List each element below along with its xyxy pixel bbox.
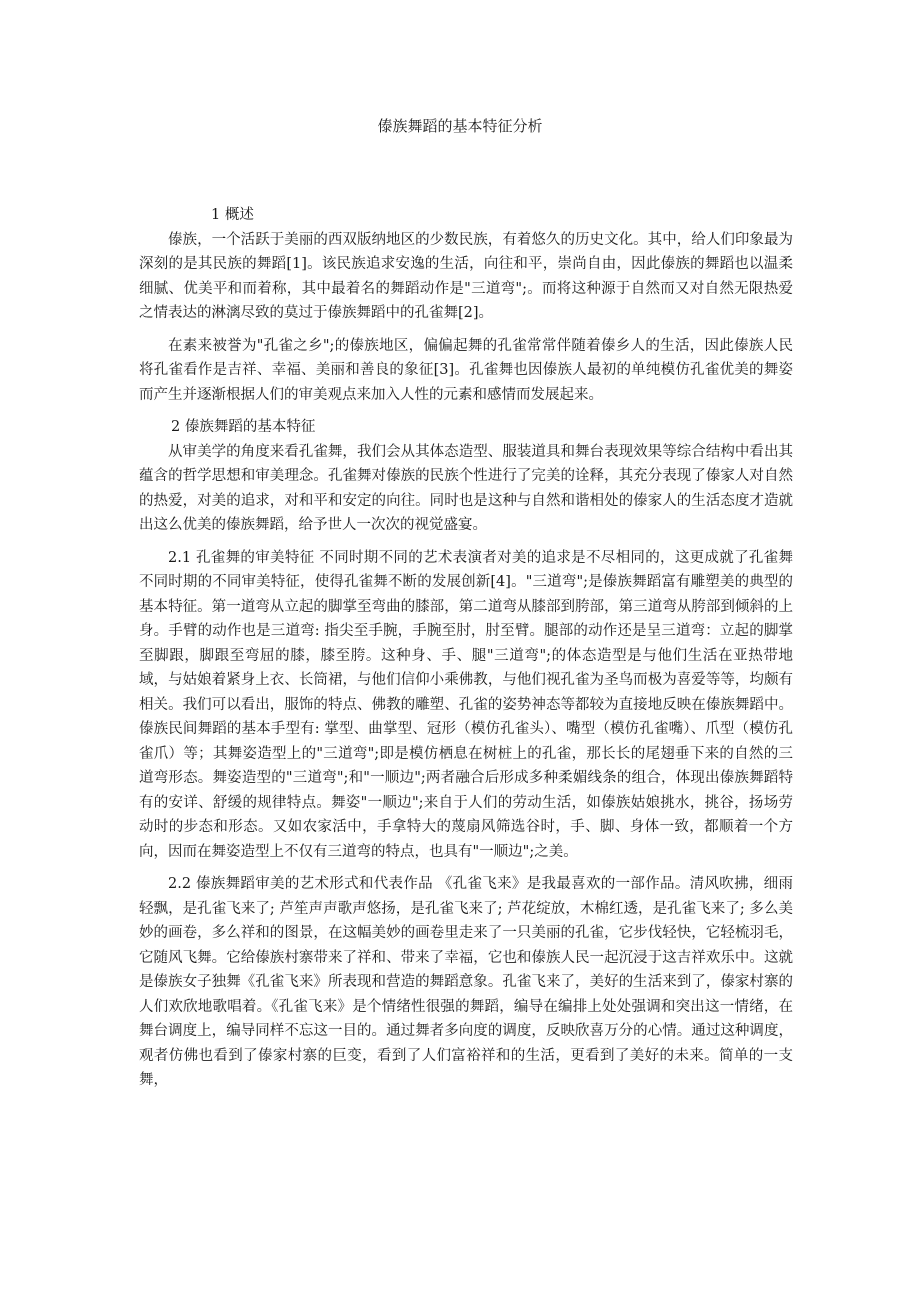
paragraph: 傣族，一个活跃于美丽的西双版纳地区的少数民族，有着悠久的历史文化。其中，给人们印象最为深刻的是其民族的舞蹈[1]。该民族追求安逸的生活，向往和平，崇尚自由，因此傣族的舞蹈也以温柔细腻、优美平和而着称，其中最着名的舞蹈动作是"三道弯";。而将这种源于自然而又对自然无限热爱之情表达的淋漓尽致的莫过于傣族舞蹈中的孔雀舞[2]。 (139, 231, 793, 321)
subsection-paragraph: 2.1 孔雀舞的审美特征 不同时期不同的艺术表演者对美的追求是不尽相同的，这更成就了孔雀舞不同时期的不同审美特征，使得孔雀舞不断的发展创新[4]。"三道弯";是傣族舞蹈富有雕塑美的典型的基本特征。第一道弯从立起的脚掌至弯曲的膝部，第二道弯从膝部到胯部，第三道弯从胯部到倾斜的上身。手臂的动作也是三道弯: 指尖至手腕，手腕至肘，肘至臂。腿部的动作还是呈三道弯：立起的脚掌至脚跟，脚跟至弯屈的膝，膝至胯。这种身、手、腿"三道弯";的体态造型是与他们生活在亚热带地域，与姑娘着紧身上衣、长筒裙，与他们信仰小乘佛教，与他们视孔雀为圣鸟而极为喜爱等等，均颇有相关。我们可以看出，服饰的特点、佛教的雕塑、孔雀的姿势神态等都较为直接地反映在傣族舞蹈中。傣族民间舞蹈的基本手型有: 掌型、曲掌型、冠形（模仿孔雀头）、嘴型（模仿孔雀嘴）、爪型（模仿孔雀爪）等；其舞姿造型上的"三道弯";即是模仿栖息在树桩上的孔雀，那长长的尾翅垂下来的自然的三道弯形态。舞姿造型的"三道弯";和"一顺边";两者融合后形成多种柔媚线条的组合，体现出傣族舞蹈特有的安详、舒缓的规律特点。舞姿"一顺边";来自于人们的劳动生活，如傣族姑娘挑水，挑谷，扬场劳动时的步态和形态。又如农家活中，手拿特大的蔑扇风筛选谷时，手、脚、身体一致，都顺着一个方向，因而在舞姿造型上不仅有三道弯的特点，也具有"一顺边";之美。 (139, 549, 793, 860)
document-body (139, 203, 793, 1101)
document-title: 傣族舞蹈的基本特征分析 (377, 117, 543, 135)
paragraph: 在素来被誉为"孔雀之乡";的傣族地区，偏偏起舞的孔雀常常伴随着傣乡人的生活，因此傣族人民将孔雀看作是吉祥、幸福、美丽和善良的象征[3]。孔雀舞也因傣族人最初的单纯模仿孔雀优美的舞姿而产生并逐渐根据人们的审美观点来加入人性的元素和感情而发展起来。 (139, 337, 793, 403)
section-heading: 1 概述 (211, 207, 254, 223)
paragraph: 从审美学的角度来看孔雀舞，我们会从其体态造型、服装道具和舞台表现效果等综合结构中看出其蕴含的哲学思想和审美理念。孔雀舞对傣族的民族个性进行了完美的诠释，其充分表现了傣家人对自然的热爱，对美的追求，对和平和安定的向往。同时也是这种与自然和谐相处的傣家人的生活态度才造就出这么优美的傣族舞蹈，给予世人一次次的视觉盛宴。 (139, 443, 793, 533)
section-heading: 2 傣族舞蹈的基本特征 (171, 419, 316, 435)
subsection-paragraph: 2.2 傣族舞蹈审美的艺术形式和代表作品 《孔雀飞来》是我最喜欢的一部作品。清风吹拂，细雨轻飘，是孔雀飞来了; 芦笙声声歌声悠扬，是孔雀飞来了; 芦花绽放，木棉红透，是孔雀飞来了; 多么美妙的画卷，多么祥和的图景，在这幅美妙的画卷里走来了一只美丽的孔雀，它步伐轻快，它轻梳羽毛，它随风飞舞。它给傣族村寨带来了祥和、带来了幸福，它也和傣族人民一起沉浸于这吉祥欢乐中。这就是傣族女子独舞《孔雀飞来》所表现和营造的舞蹈意象。孔雀飞来了，美好的生活来到了，傣家村寨的人们欢欣地歌唱着。《孔雀飞来》是个情绪性很强的舞蹈，编导在编排上处处强调和突出这一情绪，在舞台调度上，编导同样不忘这一目的。通过舞者多向度的调度，反映欣喜万分的心情。通过这种调度，观者仿佛也看到了傣家村寨的巨变，看到了人们富裕祥和的生活，更看到了美好的未来。简单的一支舞， (139, 876, 793, 1088)
